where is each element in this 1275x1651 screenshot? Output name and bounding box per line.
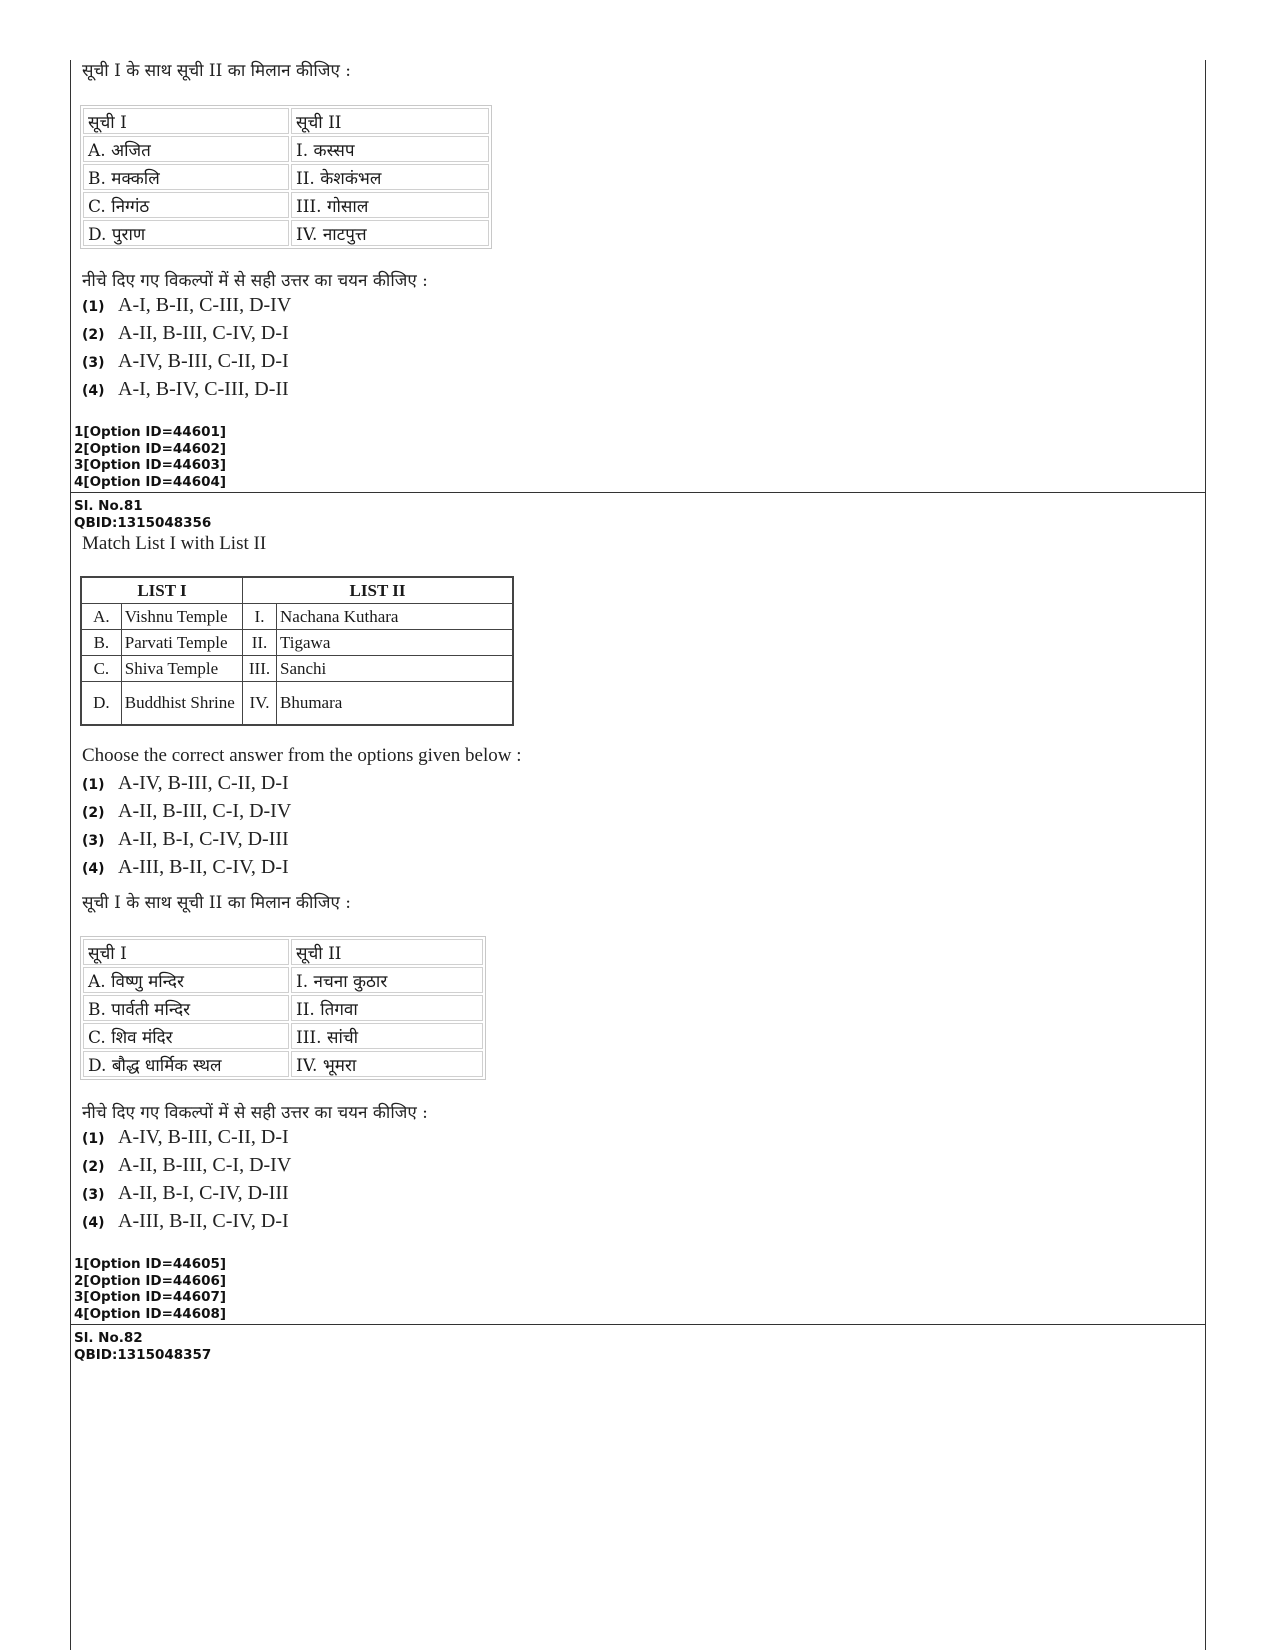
table-cell: B. [81,630,121,656]
table-cell: I. नचना कुठार [291,967,483,993]
option-id: 2[Option ID=44602] [74,440,227,457]
q81-hindi-option-2 [82,1154,291,1178]
table-cell: D. पुराण [83,220,289,246]
q81-match-table [80,576,514,726]
table-cell: C. [81,656,121,682]
table-row [83,136,489,162]
serial-number: Sl. No.81 [74,498,143,514]
q81-option-4 [82,856,289,880]
option-number: (2) [82,1159,105,1175]
qbid: QBID:1315048356 [74,514,212,531]
option-number: (1) [82,777,105,793]
table-cell: Bhumara [277,682,514,726]
option-id: 1[Option ID=44601] [74,424,227,440]
option-number: (3) [82,833,105,849]
option-text: A-IV, B-III, C-II, D-I [118,350,289,372]
table-cell: Nachana Kuthara [277,604,514,630]
table-row [83,995,483,1021]
q81-prompt: Match List I with List II [82,533,267,554]
table-cell: III. गोसाल [291,192,489,218]
option-id: 1[Option ID=44605] [74,1256,227,1272]
table-row [81,656,513,682]
q81-hindi-prompt: सूची I के साथ सूची II का मिलान कीजिए : [82,893,351,913]
table-cell: Buddhist Shrine [121,682,242,726]
table-cell: IV. [243,682,277,726]
qbid: QBID:1315048357 [74,1346,212,1363]
question-separator [70,492,1205,493]
table-cell: II. केशकंभल [291,164,489,190]
option-id: 3[Option ID=44607] [74,1289,227,1305]
table-cell: IV. भूमरा [291,1051,483,1077]
table-header-cell: सूची II [291,108,489,134]
table-row [83,1023,483,1049]
table-header-cell: सूची II [291,939,483,965]
table-cell: Tigawa [277,630,514,656]
option-number: (3) [82,355,105,371]
q80-option-1 [82,294,291,318]
table-cell: Parvati Temple [121,630,242,656]
option-text: A-II, B-I, C-IV, D-III [118,1182,289,1204]
q81-hindi-choose: नीचे दिए गए विकल्पों में से सही उत्तर का चयन कीजिए : [82,1103,428,1123]
table-cell: B. मक्कलि [83,164,289,190]
table-row [83,220,489,246]
table-cell: Vishnu Temple [121,604,242,630]
table-header-cell: सूची I [83,939,289,965]
table-row [83,967,483,993]
q80-hindi-match-table [80,105,492,249]
option-text: A-III, B-II, C-IV, D-I [118,856,289,878]
q80-option-4 [82,378,289,402]
q81-hindi-option-1 [82,1126,289,1150]
question-separator [70,1324,1205,1325]
option-text: A-I, B-IV, C-III, D-II [118,378,289,400]
table-row [83,164,489,190]
table-row [83,108,489,134]
q81-option-ids [74,1256,226,1322]
table-row [81,577,513,604]
option-number: (4) [82,1215,105,1231]
table-header-cell: सूची I [83,108,289,134]
option-text: A-IV, B-III, C-II, D-I [118,772,289,794]
q80-hindi-choose: नीचे दिए गए विकल्पों में से सही उत्तर का चयन कीजिए : [82,271,428,291]
table-row [81,630,513,656]
q81-choose: Choose the correct answer from the options given below : [82,745,522,766]
option-text: A-IV, B-III, C-II, D-I [118,1126,289,1148]
table-cell: II. तिगवा [291,995,483,1021]
q80-option-2 [82,322,289,346]
option-number: (2) [82,805,105,821]
option-id: 4[Option ID=44608] [74,1305,227,1322]
table-row [81,604,513,630]
option-text: A-II, B-III, C-I, D-IV [118,1154,292,1176]
option-number: (1) [82,299,105,315]
table-header-cell: LIST II [243,577,514,604]
q81-hindi-match-table [80,936,486,1080]
option-text: A-II, B-I, C-IV, D-III [118,828,289,850]
option-number: (4) [82,861,105,877]
q81-header [74,498,211,531]
option-text: A-II, B-III, C-IV, D-I [118,322,289,344]
table-cell: Sanchi [277,656,514,682]
table-cell: III. सांची [291,1023,483,1049]
table-cell: I. [243,604,277,630]
option-number: (2) [82,327,105,343]
option-number: (4) [82,383,105,399]
q80-hindi-prompt: सूची I के साथ सूची II का मिलान कीजिए : [82,61,351,81]
table-cell: IV. नाटपुत्त [291,220,489,246]
option-text: A-III, B-II, C-IV, D-I [118,1210,289,1232]
table-row [81,682,513,726]
table-cell: B. पार्वती मन्दिर [83,995,289,1021]
option-text: A-I, B-II, C-III, D-IV [118,294,292,316]
q81-option-1 [82,772,289,796]
option-number: (1) [82,1131,105,1147]
table-cell: D. [81,682,121,726]
q81-hindi-option-4 [82,1210,289,1234]
option-id: 2[Option ID=44606] [74,1272,227,1289]
q81-option-2 [82,800,291,824]
table-cell: II. [243,630,277,656]
q80-option-ids [74,424,226,490]
table-cell: D. बौद्ध धार्मिक स्थल [83,1051,289,1077]
table-row [83,192,489,218]
q81-hindi-option-3 [82,1182,289,1206]
q82-header [74,1330,211,1363]
option-id: 4[Option ID=44604] [74,473,227,490]
table-cell: A. [81,604,121,630]
table-cell: III. [243,656,277,682]
option-id: 3[Option ID=44603] [74,457,227,473]
table-cell: C. निग्गंठ [83,192,289,218]
table-row [83,939,483,965]
table-row [83,1051,483,1077]
serial-number: Sl. No.82 [74,1330,143,1346]
table-cell: I. कस्सप [291,136,489,162]
q81-option-3 [82,828,289,852]
option-number: (3) [82,1187,105,1203]
table-cell: A. अजित [83,136,289,162]
table-header-cell: LIST I [81,577,243,604]
table-cell: A. विष्णु मन्दिर [83,967,289,993]
option-text: A-II, B-III, C-I, D-IV [118,800,292,822]
table-cell: C. शिव मंदिर [83,1023,289,1049]
table-cell: Shiva Temple [121,656,242,682]
q80-option-3 [82,350,289,374]
